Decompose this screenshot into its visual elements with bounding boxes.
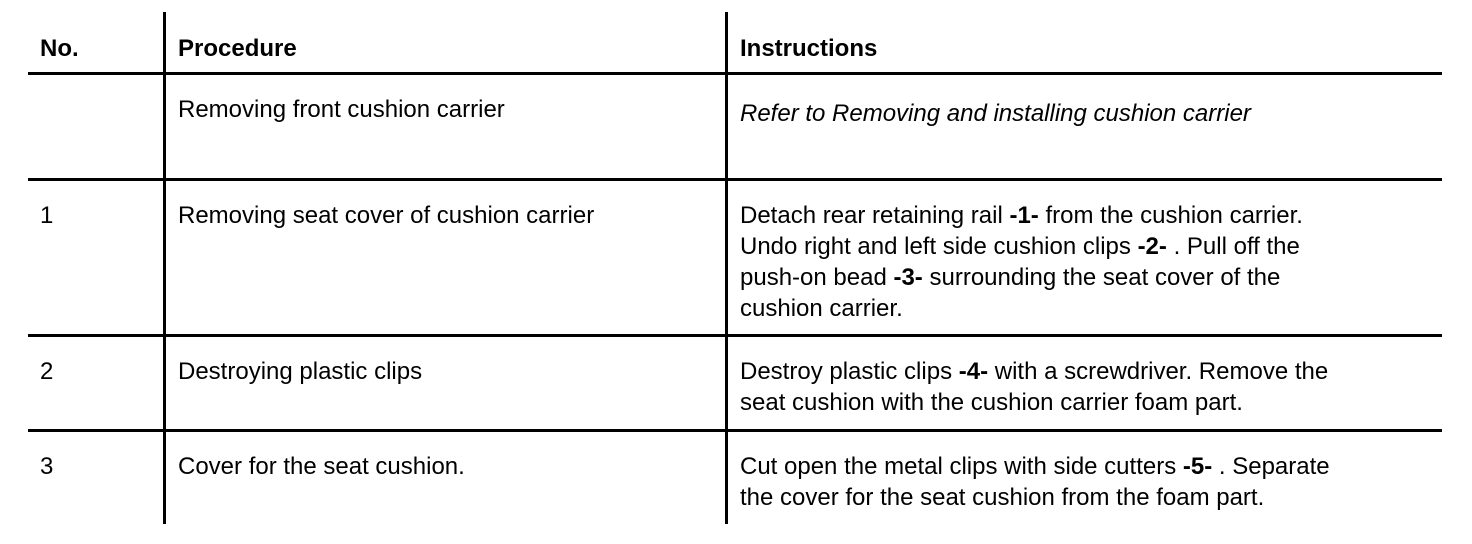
part-callout: -5- [1182, 453, 1213, 480]
instruction-text: . Pull off the [1166, 233, 1300, 260]
instruction-text: with a screwdriver. Remove the [988, 358, 1329, 385]
row-number: 1 [40, 202, 54, 229]
row-instructions [740, 98, 1251, 129]
instruction-line [740, 451, 1330, 482]
instruction-line [740, 356, 1328, 387]
row-instructions [740, 451, 1330, 513]
row-procedure: Removing seat cover of cushion carrier [178, 202, 595, 229]
header-row-divider [28, 72, 1442, 75]
instruction-line [740, 98, 1251, 129]
row-procedure: Cover for the seat cushion. [178, 453, 465, 480]
header-procedure: Procedure [178, 35, 297, 62]
instruction-text: cushion carrier. [740, 295, 903, 322]
part-callout: -4- [958, 358, 989, 385]
part-callout: -2- [1137, 233, 1167, 260]
instruction-text: Destroy plastic clips [740, 358, 959, 385]
row-divider [28, 429, 1442, 432]
row-divider [28, 178, 1442, 181]
row-procedure: Removing front cushion carrier [178, 96, 505, 123]
instruction-text: Cut open the metal clips with side cutters [740, 453, 1183, 480]
instruction-text: Detach rear retaining rail [740, 202, 1010, 229]
instruction-text: seat cushion with the cushion carrier foam part. [740, 389, 1243, 416]
instruction-text: push-on bead [740, 264, 894, 291]
instruction-text: from the cushion carrier. [1038, 202, 1303, 229]
procedure-table [28, 12, 1442, 524]
instruction-line [740, 200, 1303, 231]
column-divider-no-procedure [163, 12, 166, 524]
row-instructions [740, 356, 1328, 418]
header-no: No. [40, 35, 79, 62]
row-procedure: Destroying plastic clips [178, 358, 423, 385]
instruction-text: Undo right and left side cushion clips [740, 233, 1138, 260]
instruction-text: Refer to Removing and installing cushion carrier [740, 100, 1251, 127]
instruction-text: the cover for the seat cushion from the foam part. [740, 484, 1265, 511]
instruction-line [740, 262, 1303, 293]
row-number: 2 [40, 358, 54, 385]
instruction-line [740, 482, 1330, 513]
instruction-text: surrounding the seat cover of the [922, 264, 1281, 291]
column-divider-procedure-instructions [725, 12, 728, 524]
row-instructions [740, 200, 1303, 324]
instruction-text: . Separate [1212, 453, 1330, 480]
part-callout: -1- [1009, 202, 1039, 229]
instruction-line [740, 293, 1303, 324]
instruction-line [740, 231, 1303, 262]
row-number: 3 [40, 453, 54, 480]
header-instructions: Instructions [740, 35, 878, 62]
part-callout: -3- [893, 264, 923, 291]
row-divider [28, 334, 1442, 337]
instruction-line [740, 387, 1328, 418]
